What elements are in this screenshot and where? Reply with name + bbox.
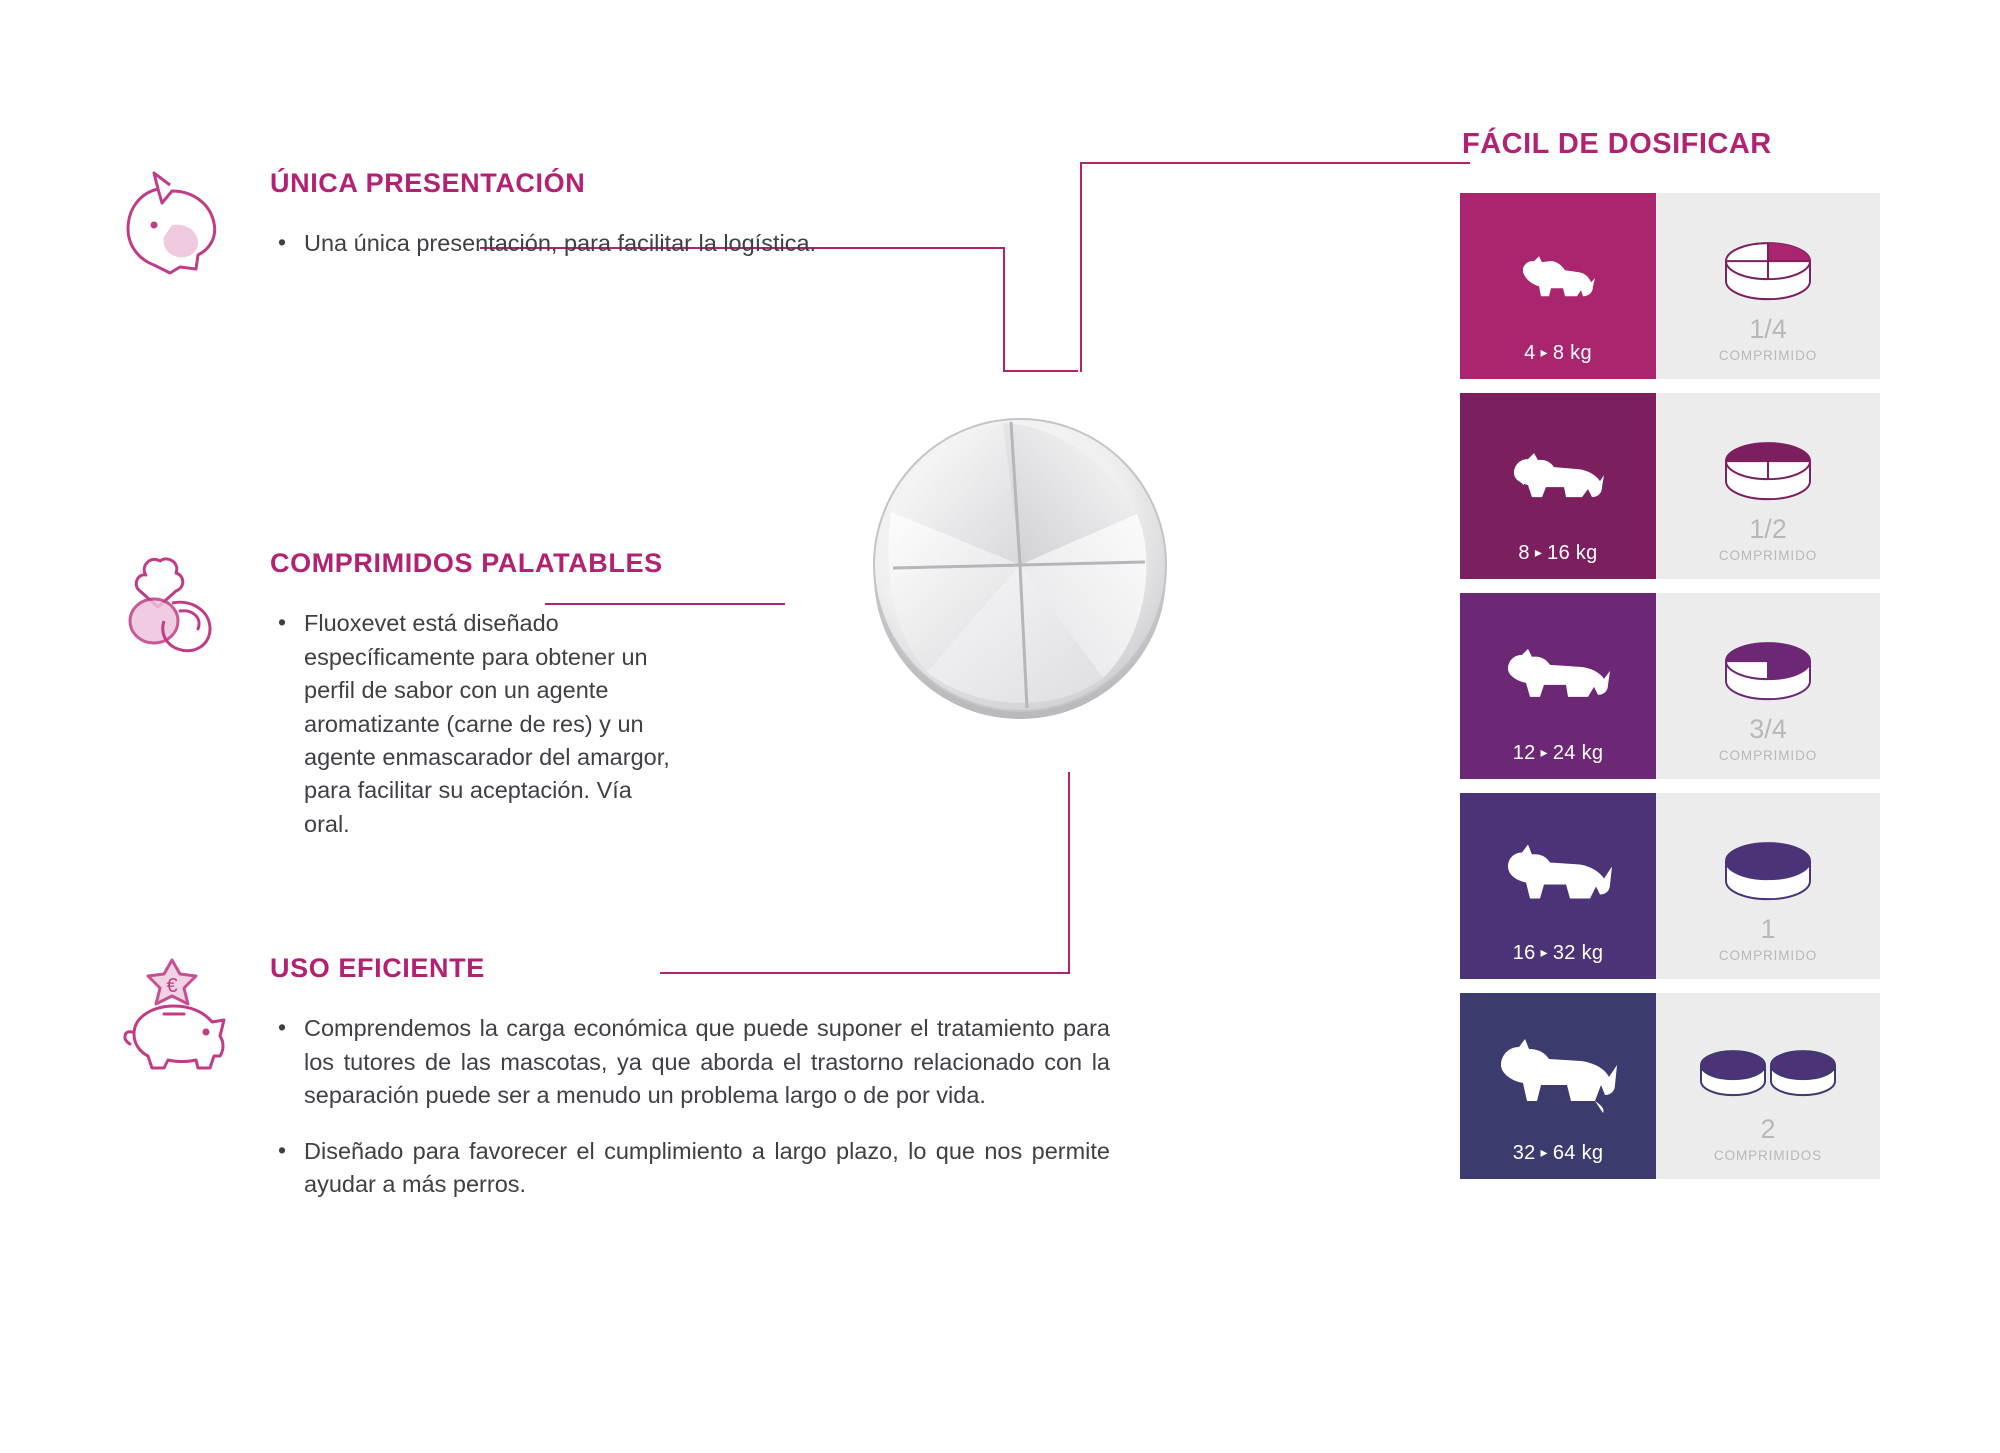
dosing-weight-cell: [1460, 793, 1656, 979]
dosing-weight-label: 32 ▸ 64 kg: [1512, 1142, 1604, 1164]
feature-unica-presentacion: [110, 165, 1100, 283]
dosing-pill-cell: [1656, 393, 1880, 579]
dog-small-icon: [1515, 248, 1601, 313]
pill-quarter-icon: [1710, 235, 1826, 312]
dosing-fraction: 1/2: [1749, 514, 1787, 544]
dosing-weight-cell: [1460, 993, 1656, 1179]
dosing-unit: COMPRIMIDO: [1718, 748, 1818, 763]
dosing-pill-cell: [1656, 593, 1880, 779]
dosing-row: [1460, 193, 1880, 379]
piggy-bank-icon: [110, 950, 240, 1080]
dog-retriever-icon: [1502, 645, 1614, 716]
dosing-fraction: 1: [1760, 914, 1776, 944]
list-item: • Diseñado para favorecer el cumplimiento a largo plazo, lo que nos permite ayudar a más perros.: [304, 1135, 1110, 1202]
feature-comprimidos-palatables: [110, 545, 670, 863]
dosing-fraction: 3/4: [1749, 714, 1787, 744]
list-item: • Comprendemos la carga económica que puede suponer el tratamiento para los tutores de las mascotas, ya que aborda el trastorno relacionado con la separación puede ser a menudo un problema largo o de por vida.: [304, 1012, 1110, 1112]
svg-text:€: €: [166, 975, 178, 997]
dog-head-icon: [110, 165, 240, 295]
list-item: • Una única presentación, para facilitar la logística.: [304, 227, 1100, 260]
dosing-unit: COMPRIMIDO: [1718, 348, 1818, 363]
feature-title: USO EFICIENTE: [270, 953, 485, 983]
feature-uso-eficiente: [110, 950, 1110, 1223]
connector-presentacion-tablet: [1003, 370, 1078, 372]
connector-eficiente-vertical: [1068, 772, 1070, 974]
dosing-title: FÁCIL DE DOSIFICAR: [1462, 128, 1772, 160]
feature-bullet-list: [270, 1012, 1110, 1201]
feature-title: ÚNICA PRESENTACIÓN: [270, 168, 586, 198]
dosing-weight-label: 4 ▸ 8 kg: [1524, 342, 1592, 364]
dog-large-icon: [1495, 1039, 1621, 1120]
dosing-row: [1460, 393, 1880, 579]
dosing-weight-cell: [1460, 393, 1656, 579]
dosing-panel: [1460, 128, 1880, 1193]
dog-pointer-icon: [1500, 843, 1616, 918]
dosing-row: [1460, 993, 1880, 1179]
dosing-pill-cell: [1656, 793, 1880, 979]
dog-spaniel-icon: [1508, 447, 1608, 514]
dosing-unit: COMPRIMIDO: [1718, 548, 1818, 563]
dosing-pill-cell: [1656, 993, 1880, 1179]
dosing-weight-cell: [1460, 193, 1656, 379]
dosing-pill-cell: [1656, 193, 1880, 379]
dosing-weight-label: 16 ▸ 32 kg: [1512, 942, 1604, 964]
feature-bullet-list: [270, 607, 670, 841]
pill-double-icon: [1693, 1039, 1843, 1110]
feature-title: COMPRIMIDOS PALATABLES: [270, 548, 663, 578]
dosing-unit: COMPRIMIDOS: [1713, 1148, 1823, 1163]
dosing-weight-cell: [1460, 593, 1656, 779]
connector-topright-horizontal: [1080, 162, 1470, 164]
feature-bullet-list: [270, 227, 1100, 260]
dosing-fraction: 1/4: [1749, 314, 1787, 344]
dosing-unit: COMPRIMIDO: [1718, 948, 1818, 963]
tablet-image: [845, 390, 1195, 740]
dosing-weight-label: 12 ▸ 24 kg: [1512, 742, 1604, 764]
pill-three-quarter-icon: [1710, 635, 1826, 712]
pill-half-icon: [1710, 435, 1826, 512]
dosing-row: [1460, 793, 1880, 979]
list-item: • Fluoxevet está diseñado específicamente para obtener un perfil de sabor con un agente aromatizante (carne de res) y un agente enmascarador del amargor, para facilitar su aceptación. Vía oral.: [304, 607, 670, 841]
dosing-fraction: 2: [1760, 1114, 1776, 1144]
dosing-row: [1460, 593, 1880, 779]
pill-full-icon: [1710, 835, 1826, 912]
meat-bone-icon: [110, 545, 240, 675]
dosing-weight-label: 8 ▸ 16 kg: [1518, 542, 1598, 564]
